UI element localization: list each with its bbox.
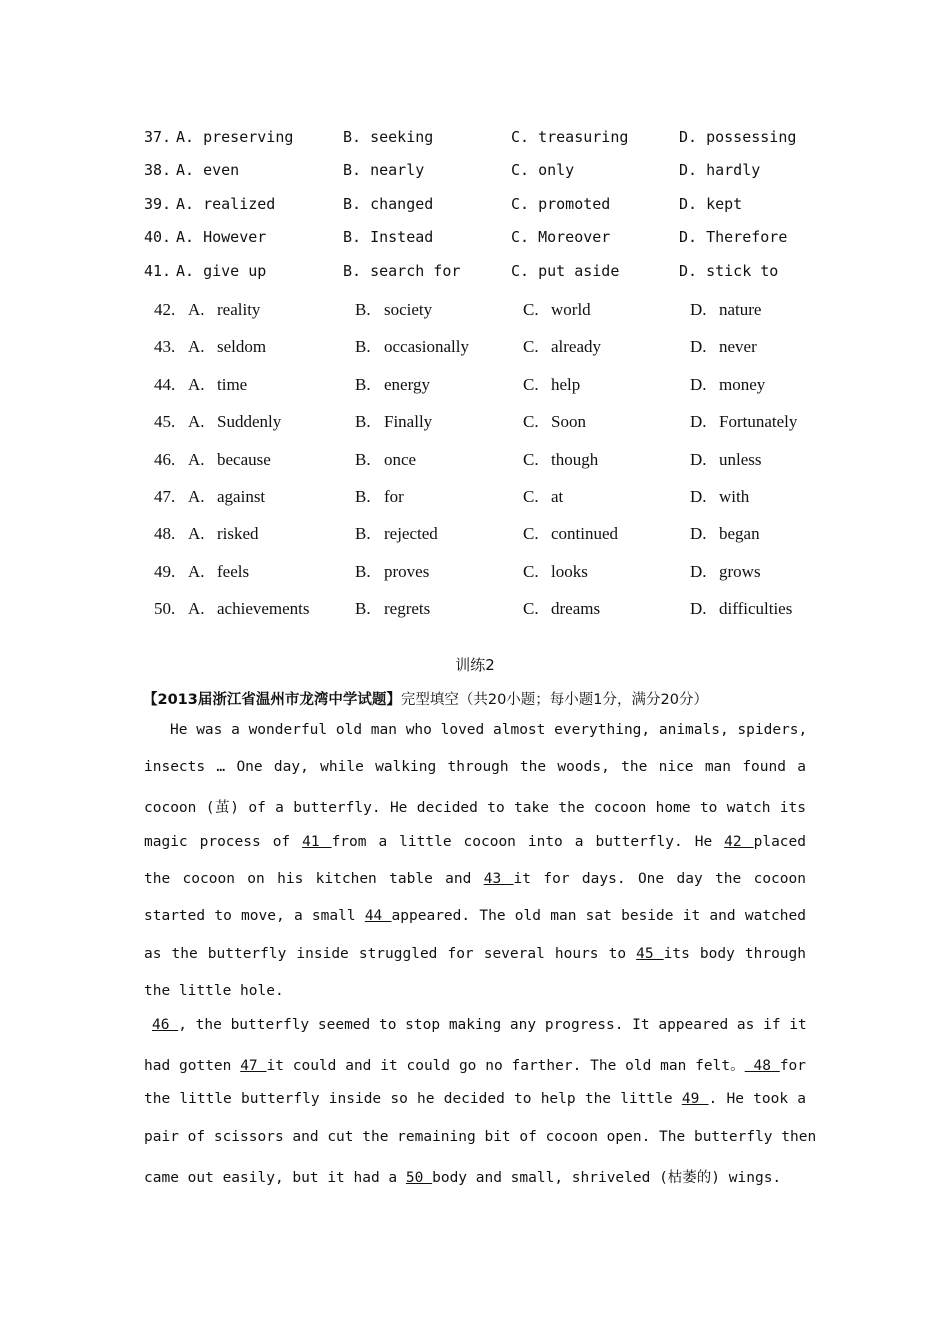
- option-d-text: grows: [719, 561, 761, 581]
- question-row-48: [0, 524, 950, 548]
- question-number: 50.: [154, 599, 176, 619]
- option-c-text: though: [551, 449, 599, 469]
- option-d-text: difficulties: [719, 599, 793, 619]
- option-b-letter: B.: [355, 561, 371, 581]
- option-d-letter: D.: [690, 561, 707, 581]
- option-d-letter: D.: [690, 599, 707, 619]
- question-number: 42.: [154, 300, 176, 319]
- option-b-letter: B.: [355, 300, 371, 319]
- question-number: 37.: [144, 128, 172, 146]
- option-b: B. Instead: [343, 228, 434, 246]
- question-row-50: [0, 599, 950, 623]
- option-a-letter: A.: [188, 561, 205, 581]
- passage-line: [144, 946, 806, 962]
- option-d-text: began: [719, 524, 760, 544]
- blank-50: 50: [405, 1170, 433, 1186]
- blank-48: 48: [744, 1058, 780, 1074]
- blank-41: 41: [302, 834, 332, 850]
- passage-text: appeared. The old man sat beside it and watched: [391, 908, 806, 924]
- passage-line: [152, 1017, 806, 1033]
- option-c-text: Soon: [551, 412, 586, 432]
- question-number: 41.: [144, 262, 172, 280]
- option-a: A. realized: [176, 195, 276, 213]
- option-b-letter: B.: [355, 449, 371, 469]
- question-row-41: [0, 262, 950, 286]
- option-a-text: feels: [217, 561, 250, 581]
- passage-text: it could and it could go no farther. The old man felt。: [266, 1058, 745, 1074]
- section-title: 训练2: [455, 656, 495, 674]
- option-b-letter: B.: [355, 487, 371, 506]
- question-row-46: [0, 450, 950, 474]
- blank-45: 45: [636, 946, 664, 962]
- option-d: D. possessing: [679, 128, 797, 146]
- heading-source: 【2013届浙江省温州市龙湾中学试题】: [143, 692, 401, 708]
- question-row-37: [0, 128, 950, 152]
- passage-text: from a little cocoon into a butterfly. He: [331, 834, 725, 850]
- option-b-text: energy: [384, 374, 430, 394]
- option-a-text: time: [217, 374, 248, 394]
- option-a-text: against: [217, 487, 266, 506]
- passage-text: . He took a: [708, 1091, 807, 1107]
- passage-text: for: [779, 1058, 807, 1074]
- option-d-text: unless: [719, 449, 762, 469]
- option-c-text: continued: [551, 524, 619, 544]
- option-c-text: dreams: [551, 599, 601, 619]
- option-b: B. search for: [343, 262, 461, 280]
- option-c-text: at: [551, 487, 564, 506]
- option-d-letter: D.: [690, 300, 707, 319]
- passage-text: the little butterfly inside so he decided to help the little: [144, 1091, 682, 1107]
- option-c-text: already: [551, 337, 602, 357]
- option-b-text: rejected: [384, 524, 438, 544]
- option-d-letter: D.: [690, 412, 707, 432]
- option-a-text: risked: [217, 524, 259, 544]
- option-b-letter: B.: [355, 524, 371, 544]
- option-c: C. Moreover: [511, 228, 611, 246]
- option-a-letter: A.: [188, 599, 205, 619]
- question-number: 45.: [154, 412, 176, 432]
- option-d-text: never: [719, 337, 757, 357]
- question-number: 46.: [154, 449, 176, 469]
- option-c-text: world: [551, 300, 591, 319]
- heading-instructions: 完型填空（共20小题；每小题1分，满分20分）: [400, 692, 708, 708]
- question-number: 48.: [154, 524, 176, 544]
- question-number: 49.: [154, 561, 176, 581]
- option-c: C. only: [511, 161, 575, 179]
- option-b-text: Finally: [384, 412, 433, 432]
- blank-43: 43: [483, 871, 514, 887]
- option-a: A. give up: [176, 262, 267, 280]
- option-a: A. However: [176, 228, 267, 246]
- option-a: A. preserving: [176, 128, 294, 146]
- passage-line: [144, 1091, 806, 1107]
- passage-text: magic process of: [144, 834, 303, 850]
- question-number: 47.: [154, 487, 176, 506]
- question-row-42: [0, 300, 950, 324]
- passage-line: [144, 908, 806, 924]
- option-b-text: society: [384, 300, 433, 319]
- option-b: B. changed: [343, 195, 434, 213]
- passage-text: body and small, shriveled (枯萎的) wings.: [432, 1170, 782, 1186]
- option-d-text: Fortunately: [719, 412, 798, 432]
- passage-line: [144, 871, 806, 887]
- question-row-45: [0, 412, 950, 436]
- option-c-letter: C.: [523, 524, 539, 544]
- passage-text: had gotten: [144, 1058, 241, 1074]
- question-row-43: [0, 337, 950, 361]
- passage-text: as the butterfly inside struggled for several hours to: [144, 946, 637, 962]
- option-c-letter: C.: [523, 449, 539, 469]
- option-c-text: looks: [551, 561, 588, 581]
- option-a-letter: A.: [188, 300, 205, 319]
- question-row-38: [0, 161, 950, 185]
- blank-46: 46: [152, 1017, 179, 1033]
- option-c-letter: C.: [523, 561, 539, 581]
- question-row-40: [0, 228, 950, 252]
- option-b-text: for: [384, 487, 404, 506]
- blank-47: 47: [240, 1058, 267, 1074]
- option-c: C. promoted: [511, 195, 611, 213]
- passage-text: its body through: [663, 946, 806, 962]
- option-d-letter: D.: [690, 524, 707, 544]
- option-d: D. stick to: [679, 262, 779, 280]
- blank-42: 42: [724, 834, 754, 850]
- option-b-letter: B.: [355, 337, 371, 357]
- option-a-letter: A.: [188, 374, 205, 394]
- option-d: D. kept: [679, 195, 743, 213]
- option-c-letter: C.: [523, 374, 539, 394]
- option-c-letter: C.: [523, 337, 539, 357]
- option-a-text: reality: [217, 300, 261, 319]
- option-a-text: seldom: [217, 337, 267, 357]
- option-b-letter: B.: [355, 412, 371, 432]
- question-row-49: [0, 562, 950, 586]
- passage-line: cocoon (茧) of a butterfly. He decided to take the cocoon home to watch its: [144, 800, 806, 816]
- option-b: B. seeking: [343, 128, 434, 146]
- option-c-letter: C.: [523, 487, 539, 506]
- option-a-letter: A.: [188, 337, 205, 357]
- option-d-text: money: [719, 374, 766, 394]
- option-b-text: occasionally: [384, 337, 469, 357]
- passage-line: [144, 1166, 806, 1187]
- option-d-letter: D.: [690, 487, 707, 506]
- passage-text: the cocoon on his kitchen table and: [144, 871, 484, 887]
- option-c-text: help: [551, 374, 581, 394]
- option-d-text: with: [719, 487, 750, 506]
- option-b: B. nearly: [343, 161, 425, 179]
- passage-text: , the butterfly seemed to stop making any progress. It appeared as if it: [178, 1017, 807, 1033]
- passage-line: [144, 834, 806, 850]
- option-c-letter: C.: [523, 300, 539, 319]
- option-b-text: once: [384, 449, 417, 469]
- option-d-letter: D.: [690, 449, 707, 469]
- blank-49: 49: [681, 1091, 709, 1107]
- option-d-text: nature: [719, 300, 762, 319]
- option-a-text: achievements: [217, 599, 310, 619]
- option-a-text: because: [217, 449, 271, 469]
- option-c-letter: C.: [523, 412, 539, 432]
- passage-line: He was a wonderful old man who loved almost everything, animals, spiders,: [170, 722, 808, 738]
- option-a-letter: A.: [188, 412, 205, 432]
- question-row-47: [0, 487, 950, 511]
- passage-line: the little hole.: [144, 983, 284, 999]
- passage-text: it for days. One day the cocoon: [513, 871, 806, 887]
- option-a-text: Suddenly: [217, 412, 282, 432]
- option-c: C. treasuring: [511, 128, 629, 146]
- question-row-44: [0, 375, 950, 399]
- question-number: 44.: [154, 374, 176, 394]
- option-b-letter: B.: [355, 599, 371, 619]
- blank-44: 44: [364, 908, 392, 924]
- option-c-letter: C.: [523, 599, 539, 619]
- question-number: 43.: [154, 337, 176, 357]
- passage-line: pair of scissors and cut the remaining bit of cocoon open. The butterfly then: [144, 1129, 817, 1145]
- question-number: 40.: [144, 228, 172, 246]
- option-d: D. Therefore: [679, 228, 788, 246]
- option-b-text: proves: [384, 561, 430, 581]
- option-d: D. hardly: [679, 161, 761, 179]
- exercise-heading: [143, 688, 823, 709]
- option-a-letter: A.: [188, 524, 205, 544]
- option-d-letter: D.: [690, 374, 707, 394]
- passage-line: insects … One day, while walking through the woods, the nice man found a: [144, 759, 806, 775]
- option-b-text: regrets: [384, 599, 431, 619]
- question-number: 39.: [144, 195, 172, 213]
- option-d-letter: D.: [690, 337, 707, 357]
- passage-text: came out easily, but it had a: [144, 1170, 406, 1186]
- passage-text: started to move, a small: [144, 908, 365, 924]
- option-c: C. put aside: [511, 262, 620, 280]
- passage-line: [144, 1054, 806, 1075]
- option-a-letter: A.: [188, 487, 205, 506]
- option-b-letter: B.: [355, 374, 371, 394]
- question-row-39: [0, 195, 950, 219]
- option-a-letter: A.: [188, 449, 205, 469]
- passage-text: placed: [753, 834, 806, 850]
- question-number: 38.: [144, 161, 172, 179]
- option-a: A. even: [176, 161, 240, 179]
